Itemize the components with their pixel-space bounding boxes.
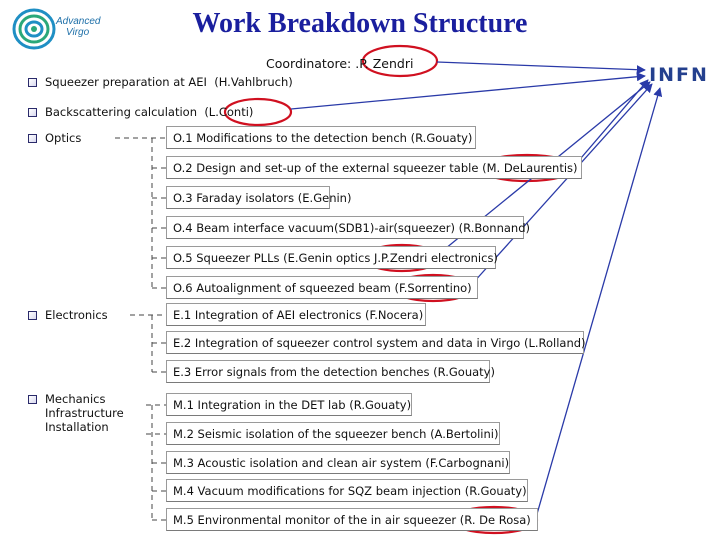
task-e1: E.1 Integration of AEI electronics (F.Nocera): [166, 303, 426, 326]
checkbox-bullet-icon: [28, 311, 37, 320]
checkbox-bullet-icon: [28, 395, 37, 404]
task-m3: M.3 Acoustic isolation and clean air system (F.Carbognani): [166, 451, 510, 474]
category-optics: Optics: [28, 131, 81, 145]
category-squeezer: Squeezer preparation at AEI (H.Vahlbruch): [28, 75, 293, 89]
coordinator-name: .P. Zendri: [355, 56, 414, 71]
task-o2: O.2 Design and set-up of the external squeezer table (M. DeLaurentis): [166, 156, 582, 179]
task-m4: M.4 Vacuum modifications for SQZ beam injection (R.Gouaty): [166, 479, 528, 502]
task-o1: O.1 Modifications to the detection bench (R.Gouaty): [166, 126, 476, 149]
checkbox-bullet-icon: [28, 108, 37, 117]
checkbox-bullet-icon: [28, 78, 37, 87]
category-electronics: Electronics: [28, 308, 108, 322]
task-e3: E.3 Error signals from the detection benches (R.Gouaty): [166, 360, 490, 383]
category-mechanics: Mechanics Infrastructure Installation: [28, 392, 124, 434]
task-o5: O.5 Squeezer PLLs (E.Genin optics J.P.Zendri electronics): [166, 246, 496, 269]
infn-logo: INFN: [649, 64, 709, 86]
task-o4: O.4 Beam interface vacuum(SDB1)-air(squeezer) (R.Bonnand): [166, 216, 524, 239]
category-backscattering: Backscattering calculation (L.Conti): [28, 105, 253, 119]
task-o6: O.6 Autoalignment of squeezed beam (F.Sorrentino): [166, 276, 478, 299]
coordinator-label: Coordinatore:: [266, 56, 352, 71]
task-m5: M.5 Environmental monitor of the in air squeezer (R. De Rosa): [166, 508, 538, 531]
page-title: Work Breakdown Structure: [192, 8, 528, 39]
coordinator-line: [266, 56, 413, 71]
task-m2: M.2 Seismic isolation of the squeezer bench (A.Bertolini): [166, 422, 500, 445]
task-o3: O.3 Faraday isolators (E.Genin): [166, 186, 330, 209]
task-m1: M.1 Integration in the DET lab (R.Gouaty): [166, 393, 412, 416]
checkbox-bullet-icon: [28, 134, 37, 143]
logo-wordmark: Advanced Virgo: [56, 16, 101, 38]
task-e2: E.2 Integration of squeezer control system and data in Virgo (L.Rolland): [166, 331, 584, 354]
